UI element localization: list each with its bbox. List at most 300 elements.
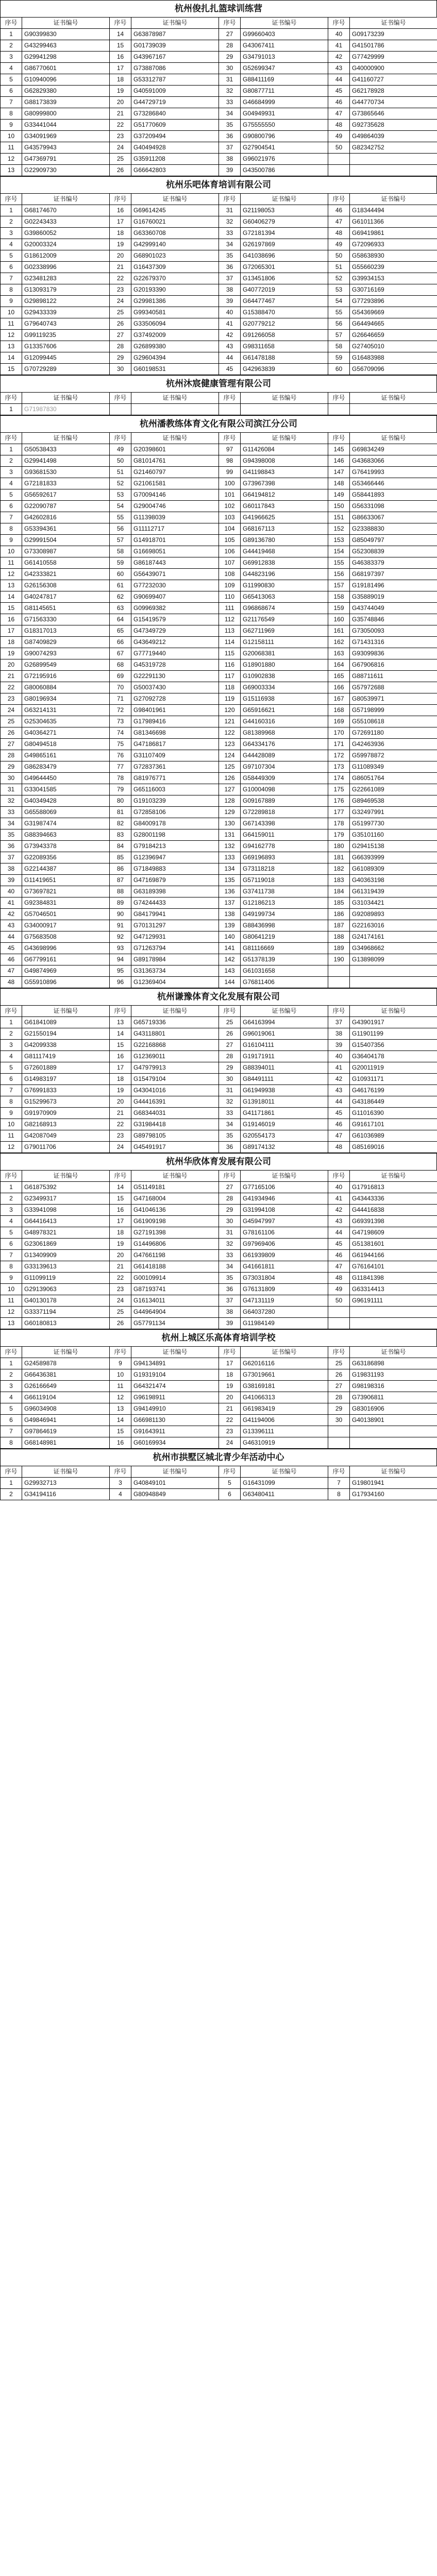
certificate-code: G61983419 <box>241 1403 328 1415</box>
certificate-code: G77232030 <box>131 580 219 591</box>
certificate-code: G47198609 <box>350 1227 437 1239</box>
row-number: 11 <box>110 1381 131 1392</box>
certificate-code: G89798105 <box>131 1130 219 1142</box>
row-number: 9 <box>1 296 22 307</box>
row-number: 117 <box>219 671 241 682</box>
row-number <box>328 1437 350 1449</box>
row-number: 99 <box>219 467 241 478</box>
certificate-code: G33441044 <box>22 120 110 131</box>
certificate-code: G88173839 <box>22 97 110 108</box>
row-number: 25 <box>110 1307 131 1318</box>
column-header-number: 序号 <box>219 433 241 444</box>
column-header-number: 序号 <box>110 1466 131 1478</box>
row-number: 80 <box>110 795 131 807</box>
certificate-code: G18612009 <box>22 250 110 262</box>
row-number: 72 <box>110 705 131 716</box>
table-row <box>1 886 437 897</box>
certificate-code: G40364271 <box>22 727 110 739</box>
certificate-code: G31107409 <box>131 750 219 761</box>
column-header-number: 序号 <box>110 194 131 205</box>
certificate-code: G43698996 <box>22 943 110 954</box>
table-row <box>1 569 437 580</box>
table-row <box>1 1437 437 1449</box>
certificate-code: G41038696 <box>241 250 328 262</box>
column-header-certificate: 证书编号 <box>241 1006 328 1017</box>
certificate-code: G73019661 <box>241 1369 328 1381</box>
table-row <box>1 852 437 863</box>
certificate-code: G53466446 <box>350 478 437 489</box>
row-number: 6 <box>1 262 22 273</box>
row-number: 10 <box>1 307 22 318</box>
row-number: 48 <box>328 1142 350 1153</box>
certificate-code: G60180813 <box>22 1318 110 1329</box>
certificate-code: G17934160 <box>350 1489 437 1500</box>
row-number: 1 <box>1 1182 22 1193</box>
row-number: 6 <box>219 1489 241 1500</box>
row-number: 40 <box>1 886 22 897</box>
row-number: 57 <box>328 330 350 341</box>
certificate-code: G46310919 <box>241 1437 328 1449</box>
table-row <box>1 1119 437 1130</box>
certificate-code: G96021976 <box>241 154 328 165</box>
row-number: 173 <box>328 761 350 773</box>
certificate-code: G16431099 <box>241 1478 328 1489</box>
certificate-code: G56331098 <box>350 501 437 512</box>
certificate-code: G71987830 <box>22 404 110 415</box>
table-row <box>1 625 437 637</box>
certificate-code: G24589878 <box>22 1358 110 1369</box>
row-number: 22 <box>110 273 131 284</box>
certificate-code: G73308987 <box>22 546 110 557</box>
table-row <box>1 693 437 705</box>
certificate-code: G30716169 <box>350 284 437 296</box>
column-header-certificate: 证书编号 <box>131 393 219 404</box>
certificate-code: G66981130 <box>131 1415 219 1426</box>
certificate-code: G60169934 <box>131 1437 219 1449</box>
row-number: 7 <box>1 273 22 284</box>
table-row <box>1 1193 437 1205</box>
certificate-code: G68197397 <box>350 569 437 580</box>
row-number: 4 <box>1 63 22 74</box>
row-number: 37 <box>219 1295 241 1307</box>
certificate-code: G38169181 <box>241 1381 328 1392</box>
table-row <box>1 1108 437 1119</box>
row-number: 46 <box>1 954 22 965</box>
row-number: 126 <box>219 773 241 784</box>
certificate-code: G85169016 <box>350 1142 437 1153</box>
row-number <box>110 404 131 415</box>
row-number: 5 <box>1 1403 22 1415</box>
certificate-code: G80196934 <box>22 693 110 705</box>
certificate-code: G55910896 <box>22 977 110 988</box>
certificate-code: G23481283 <box>22 273 110 284</box>
table-row <box>1 352 437 364</box>
row-number: 79 <box>110 784 131 795</box>
row-number: 89 <box>110 897 131 909</box>
certificate-code: G78161106 <box>241 1227 328 1239</box>
certificate-code: G40849101 <box>131 1478 219 1489</box>
row-number: 45 <box>1 943 22 954</box>
row-number: 21 <box>110 1108 131 1119</box>
certificate-code: G72195916 <box>22 671 110 682</box>
table-row <box>1 341 437 352</box>
certificate-code: G23388830 <box>350 523 437 535</box>
certificate-code: G20068381 <box>241 648 328 659</box>
row-number: 17 <box>110 63 131 74</box>
column-header-certificate: 证书编号 <box>22 18 110 29</box>
table-header-row <box>1 1171 437 1182</box>
certificate-code: G80539971 <box>350 693 437 705</box>
row-number: 20 <box>110 1250 131 1261</box>
table-row <box>1 523 437 535</box>
row-number: 82 <box>110 818 131 829</box>
certificate-code: G69912838 <box>241 557 328 569</box>
certificate-code: G51770609 <box>131 120 219 131</box>
certificate-code: G92089893 <box>350 909 437 920</box>
certificate-code: G43901917 <box>350 1017 437 1028</box>
row-number: 1 <box>1 404 22 415</box>
row-number: 36 <box>1 841 22 852</box>
row-number: 49 <box>328 1284 350 1295</box>
row-number: 44 <box>1 931 22 943</box>
certificate-code: G86283479 <box>22 761 110 773</box>
certificate-code: G31984418 <box>131 1119 219 1130</box>
row-number: 36 <box>219 1284 241 1295</box>
certificate-code: G63878987 <box>131 29 219 40</box>
certificate-code: G99660403 <box>241 29 328 40</box>
table-row <box>1 478 437 489</box>
certificate-code: G57791134 <box>131 1318 219 1329</box>
row-number: 86 <box>110 863 131 875</box>
certificate-code: G47186817 <box>131 739 219 750</box>
certificate-code: G33941098 <box>22 1205 110 1216</box>
row-number: 10 <box>1 1284 22 1295</box>
row-number: 42 <box>1 909 22 920</box>
table-row <box>1 807 437 818</box>
certificate-code: G81145651 <box>22 603 110 614</box>
certificate-code: G60198531 <box>131 364 219 375</box>
certificate-code: G40591009 <box>131 86 219 97</box>
table-row <box>1 1284 437 1295</box>
table-row <box>1 1273 437 1284</box>
table-row <box>1 795 437 807</box>
certificate-code: G61841089 <box>22 1017 110 1028</box>
certificate-code: G37209494 <box>131 131 219 142</box>
certificate-code: G40494928 <box>131 142 219 154</box>
row-number: 129 <box>219 807 241 818</box>
row-number: 29 <box>219 52 241 63</box>
certificate-code <box>350 1437 437 1449</box>
certificate-code: G99119235 <box>22 330 110 341</box>
certificate-code: G29941498 <box>22 455 110 467</box>
row-number: 16 <box>1 614 22 625</box>
certificate-code: G91643911 <box>131 1426 219 1437</box>
certificate-code: G68174670 <box>22 205 110 216</box>
column-header-number: 序号 <box>110 18 131 29</box>
row-number: 147 <box>328 467 350 478</box>
certificate-table <box>0 1005 437 1153</box>
column-header-number: 序号 <box>219 1347 241 1358</box>
table-row <box>1 1478 437 1489</box>
certificate-code: G77429999 <box>350 52 437 63</box>
certificate-code: G99340581 <box>131 307 219 318</box>
table-header-row <box>1 433 437 444</box>
certificate-code: G37492009 <box>131 330 219 341</box>
certificate-code: G43649212 <box>131 637 219 648</box>
certificate-code: G37411738 <box>241 886 328 897</box>
row-number: 20 <box>110 97 131 108</box>
certificate-code: G34791013 <box>241 52 328 63</box>
row-number: 97 <box>219 444 241 455</box>
row-number: 55 <box>110 512 131 523</box>
certificate-code: G12099445 <box>22 352 110 364</box>
certificate-code: G90399830 <box>22 29 110 40</box>
row-number: 106 <box>219 546 241 557</box>
row-number: 17 <box>1 625 22 637</box>
row-number: 60 <box>328 364 350 375</box>
certificate-code: G19831193 <box>350 1369 437 1381</box>
table-row <box>1 648 437 659</box>
row-number: 32 <box>219 1239 241 1250</box>
table-row <box>1 1017 437 1028</box>
certificate-code <box>350 154 437 165</box>
row-number: 37 <box>1 852 22 863</box>
certificate-code: G21550194 <box>22 1028 110 1040</box>
certificate-code: G47129931 <box>131 931 219 943</box>
row-number: 134 <box>219 863 241 875</box>
row-number: 30 <box>219 1074 241 1085</box>
row-number: 88 <box>110 886 131 897</box>
certificate-code: G91266058 <box>241 330 328 341</box>
row-number: 17 <box>110 1216 131 1227</box>
certificate-code: G81117419 <box>22 1051 110 1062</box>
row-number: 21 <box>1 671 22 682</box>
certificate-code: G85049797 <box>350 535 437 546</box>
row-number: 26 <box>219 1028 241 1040</box>
row-number: 5 <box>1 1062 22 1074</box>
row-number: 26 <box>1 727 22 739</box>
certificate-code: G16760021 <box>131 216 219 228</box>
table-header-row <box>1 1466 437 1478</box>
row-number: 50 <box>110 455 131 467</box>
certificate-code: G09969382 <box>131 603 219 614</box>
row-number: 7 <box>328 1478 350 1489</box>
row-number: 154 <box>328 546 350 557</box>
certificate-code: G15388470 <box>241 307 328 318</box>
certificate-code: G40000900 <box>350 63 437 74</box>
table-row <box>1 1130 437 1142</box>
row-number: 41 <box>328 40 350 52</box>
row-number: 69 <box>110 671 131 682</box>
row-number: 125 <box>219 761 241 773</box>
row-number: 64 <box>110 614 131 625</box>
row-number: 50 <box>328 1295 350 1307</box>
row-number: 22 <box>1 682 22 693</box>
certificate-code: G04949931 <box>241 108 328 120</box>
row-number: 43 <box>328 63 350 74</box>
row-number: 19 <box>110 239 131 250</box>
row-number: 135 <box>219 875 241 886</box>
row-number: 46 <box>328 1250 350 1261</box>
certificate-code: G92384831 <box>22 897 110 909</box>
certificate-code: G68167113 <box>241 523 328 535</box>
certificate-code: G70729289 <box>22 364 110 375</box>
table-row <box>1 273 437 284</box>
certificate-code: G41966625 <box>241 512 328 523</box>
org-section <box>0 375 437 415</box>
certificate-code: G11990830 <box>241 580 328 591</box>
row-number: 66 <box>110 637 131 648</box>
row-number: 21 <box>110 1261 131 1273</box>
certificate-code: G73865646 <box>350 108 437 120</box>
table-row <box>1 1239 437 1250</box>
row-number: 48 <box>328 228 350 239</box>
row-number: 3 <box>1 1381 22 1392</box>
row-number: 31 <box>219 205 241 216</box>
table-row <box>1 603 437 614</box>
row-number: 98 <box>219 455 241 467</box>
certificate-table <box>0 432 437 988</box>
row-number: 21 <box>110 262 131 273</box>
table-row <box>1 682 437 693</box>
row-number: 26 <box>110 165 131 176</box>
certificate-code: G11089349 <box>350 761 437 773</box>
certificate-code: G11398039 <box>131 512 219 523</box>
certificate-code: G61944166 <box>350 1250 437 1261</box>
row-number: 7 <box>1 512 22 523</box>
row-number: 22 <box>110 1119 131 1130</box>
certificate-code: G20554173 <box>241 1130 328 1142</box>
certificate-code: G26156308 <box>22 580 110 591</box>
row-number: 36 <box>219 1142 241 1153</box>
row-number <box>328 1307 350 1318</box>
certificate-code: G93099836 <box>350 648 437 659</box>
row-number: 73 <box>110 716 131 727</box>
section-title: 杭州沐宸健康管理有限公司 <box>0 375 437 392</box>
certificate-code: G88711611 <box>350 671 437 682</box>
row-number: 59 <box>328 352 350 364</box>
certificate-code: G23061869 <box>22 1239 110 1250</box>
certificate-code: G35101160 <box>350 829 437 841</box>
column-header-number: 序号 <box>328 1006 350 1017</box>
table-row <box>1 829 437 841</box>
certificate-code: G69834249 <box>350 444 437 455</box>
column-header-certificate: 证书编号 <box>350 194 437 205</box>
certificate-code: G11984149 <box>241 1318 328 1329</box>
row-number: 30 <box>219 63 241 74</box>
certificate-table <box>0 1346 437 1449</box>
row-number: 38 <box>219 1307 241 1318</box>
column-header-number: 序号 <box>1 194 22 205</box>
table-row <box>1 1182 437 1193</box>
row-number: 45 <box>328 1239 350 1250</box>
row-number: 29 <box>1 761 22 773</box>
certificate-code: G47349729 <box>131 625 219 637</box>
row-number <box>328 404 350 415</box>
certificate-code: G31987474 <box>22 818 110 829</box>
certificate-code: G18344494 <box>350 205 437 216</box>
row-number: 162 <box>328 637 350 648</box>
table-row <box>1 909 437 920</box>
certificate-code: G20003324 <box>22 239 110 250</box>
certificate-code: G68344031 <box>131 1108 219 1119</box>
column-header-certificate: 证书编号 <box>131 433 219 444</box>
certificate-code: G73967398 <box>241 478 328 489</box>
certificate-code: G13898099 <box>350 954 437 965</box>
certificate-code: G76991833 <box>22 1085 110 1096</box>
certificate-code: G16104111 <box>241 1040 328 1051</box>
section-title: 杭州乐吧体育培训有限公司 <box>0 176 437 193</box>
column-header-number: 序号 <box>1 18 22 29</box>
certificate-code: G61939809 <box>241 1250 328 1261</box>
row-number <box>328 965 350 977</box>
row-number: 42 <box>328 1205 350 1216</box>
row-number: 94 <box>110 954 131 965</box>
row-number: 177 <box>328 807 350 818</box>
row-number: 9 <box>1 120 22 131</box>
certificate-code: G21460797 <box>131 467 219 478</box>
row-number: 15 <box>1 364 22 375</box>
row-number: 190 <box>328 954 350 965</box>
certificate-code: G17916813 <box>350 1182 437 1193</box>
certificate-code: G64037280 <box>241 1307 328 1318</box>
row-number: 19 <box>110 1085 131 1096</box>
section-title: 杭州谦豫体育文化发展有限公司 <box>0 988 437 1005</box>
row-number: 2 <box>1 1193 22 1205</box>
row-number: 7 <box>1 97 22 108</box>
certificate-code: G33371194 <box>22 1307 110 1318</box>
row-number: 19 <box>1 648 22 659</box>
certificate-code: G69003334 <box>241 682 328 693</box>
column-header-certificate: 证书编号 <box>22 194 110 205</box>
certificate-table <box>0 392 437 415</box>
certificate-code: G42087049 <box>22 1130 110 1142</box>
certificate-code: G57046501 <box>22 909 110 920</box>
certificate-code: G76131809 <box>241 1284 328 1295</box>
row-number: 70 <box>110 682 131 693</box>
row-number: 50 <box>328 250 350 262</box>
certificate-code: G86770601 <box>22 63 110 74</box>
certificate-code: G56709096 <box>350 364 437 375</box>
row-number: 47 <box>328 1261 350 1273</box>
row-number: 15 <box>110 40 131 52</box>
row-number: 29 <box>110 352 131 364</box>
certificate-code: G84009178 <box>131 818 219 829</box>
row-number: 32 <box>219 216 241 228</box>
certificate-code: G61089309 <box>350 863 437 875</box>
certificate-code: G12186213 <box>241 897 328 909</box>
column-header-certificate: 证书编号 <box>22 1171 110 1182</box>
certificate-code: G20398601 <box>131 444 219 455</box>
table-row <box>1 108 437 120</box>
table-row <box>1 1227 437 1239</box>
certificate-code: G57198999 <box>350 705 437 716</box>
table-row <box>1 74 437 86</box>
row-number: 156 <box>328 569 350 580</box>
row-number: 35 <box>219 1273 241 1284</box>
certificate-code: G10902838 <box>241 671 328 682</box>
row-number: 60 <box>110 569 131 580</box>
row-number: 179 <box>328 829 350 841</box>
row-number: 51 <box>110 467 131 478</box>
table-row <box>1 1205 437 1216</box>
certificate-code: G41661811 <box>241 1261 328 1273</box>
certificate-code: G60117843 <box>241 501 328 512</box>
certificate-code: G26166649 <box>22 1381 110 1392</box>
table-header-row <box>1 194 437 205</box>
row-number: 96 <box>110 977 131 988</box>
certificate-code: G22168868 <box>131 1040 219 1051</box>
